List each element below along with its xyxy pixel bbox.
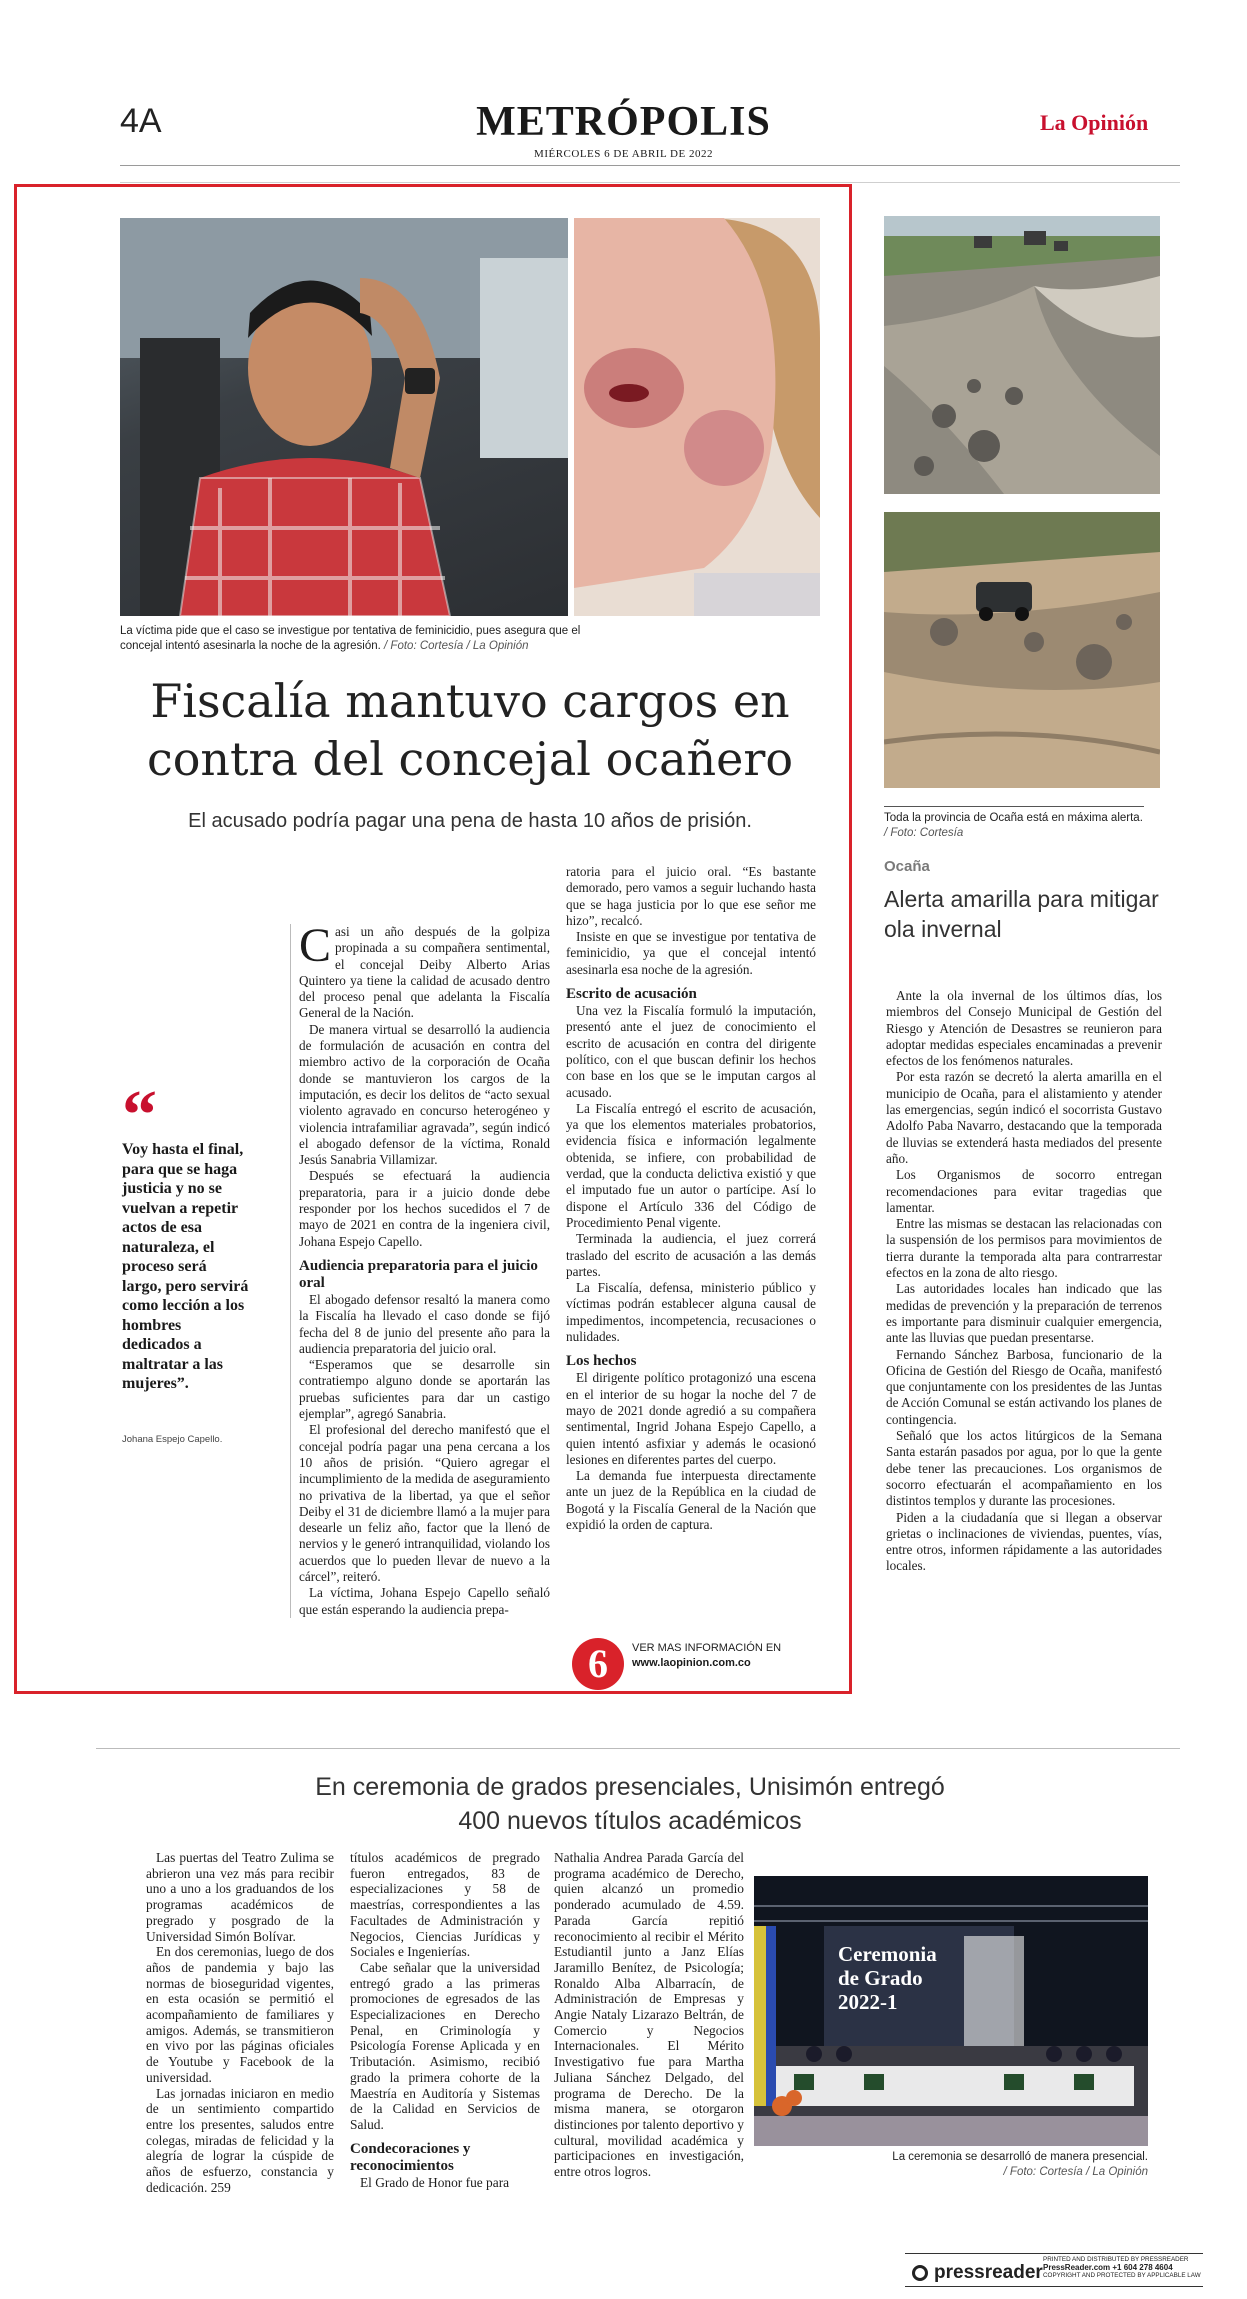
laopinion-6-icon: 6 bbox=[572, 1638, 624, 1690]
photo-graduation bbox=[754, 1876, 1148, 2146]
paragraph: El profesional del derecho manifestó que el concejal podría pagar una pena cercana a los 10 años de prisión. “Quiero agregar el incumplimiento de la medida de aseguramiento no privativa de la libertad, ya que el señor Deiby el 31 de diciembre llamó a la mujer para desearle un feliz año, factor que la llenó de nervios y le generó intranquilidad, violando los acuerdos que lo pueden llevar de nuevo a la cárcel”, reiteró. bbox=[299, 1422, 550, 1584]
bottom-story-rule bbox=[96, 1748, 1180, 1749]
side-photo-caption bbox=[884, 806, 1144, 841]
photo-accused-illustration bbox=[120, 218, 568, 616]
side-story-column bbox=[886, 988, 1162, 1575]
paragraph: El dirigente político protagonizó una escena en el interior de su hogar la noche del 7 de mayo de 2021 donde agredió a su compañera sentimental, Ingrid Johana Espejo Capello, a quien intentó asfixiar y además le ocasionó lesiones en diferentes partes del cuerpo. bbox=[566, 1370, 816, 1467]
brand-logo: La Opinión bbox=[1040, 110, 1149, 135]
main-headline: Fiscalía mantuvo cargos en contra del concejal ocañero bbox=[146, 674, 794, 786]
paragraph: Nathalia Andrea Parada García del programa académico de Derecho, quien alcanzó un promedio ponderado acumulado de 4.59. Parada García repitió reconocimiento al recibir el Mérito Estudiantil junto a Janz Elías Jaramillo Benítez, de Psicología; Ronaldo Alba Albarracín, de Administración de Empresas y Angie Nataly Lizarazo Beltrán, de Comercio y Negocios Internacionales. El Mérito Investigativo fue para Martha Juliana Sánchez Delgado, del programa de Derecho. De la misma manera, se otorgaron distinciones por talento deportivo y cultural, movilidad académica y participaciones en investigación, entre otros logros. bbox=[554, 1850, 744, 2180]
subheading: Condecoraciones y reconocimientos bbox=[350, 2140, 471, 2174]
side-kicker: Ocaña bbox=[884, 858, 930, 875]
masthead-rule-lower bbox=[120, 182, 1180, 183]
paragraph: Entre las mismas se destacan las relacionadas con la suspensión de los permisos para movimientos de tierra durante la temporada alta para contrarrestar efectos en la zona de alto riesgo. bbox=[886, 1216, 1162, 1281]
bottom-photo-credit: / Foto: Cortesía / La Opinión bbox=[1003, 2166, 1148, 2178]
quote-mark-icon: “ bbox=[122, 1077, 157, 1154]
pressreader-logo: pressreader bbox=[934, 2262, 1043, 2283]
page-number: 4A bbox=[120, 102, 162, 140]
paragraph: Insiste en que se investigue por tentativa de feminicidio, ya que el concejal intentó asesinarla esa noche de la agresión. bbox=[566, 929, 816, 977]
paragraph: Terminada la audiencia, el juez correrá traslado del escrito de acusación a las demás partes. bbox=[566, 1231, 816, 1279]
main-photo-caption bbox=[120, 624, 620, 654]
subheading: Escrito de acusación bbox=[566, 986, 697, 1003]
paragraph: Señaló que los actos litúrgicos de la Semana Santa estarán pasados por agua, por lo que la gente debe tener las precauciones. Los organismos de socorro efectuarán el acompañamiento en los distintos templos y durante las procesiones. bbox=[886, 1428, 1162, 1509]
paragraph: Las jornadas iniciaron en medio de un sentimiento compartido entre los presentes, saludos entre colegas, miradas de felicidad y la alegría de lograr la cúspide de años de esfuerzo, constancia y dedicación. 259 bbox=[146, 2085, 334, 2195]
side-photo-caption-text: Toda la provincia de Ocaña está en máxima alerta. bbox=[884, 812, 1143, 824]
bottom-story-column-2 bbox=[350, 1850, 540, 2190]
paragraph: La Fiscalía entregó el escrito de acusación, ya que los elementos materiales probatorios, evidencia física e información legalmente obtenida, se infiere, con probabilidad de verdad, que la conducta delictiva existió y que el imputado fue un autor o partícipe. Así lo dispone el Artículo 336 del Código de Procedimiento Penal vigente. bbox=[566, 1100, 816, 1230]
photo-accused bbox=[120, 218, 568, 616]
paragraph: ratoria para el juicio oral. “Es bastante demorado, pero vamos a seguir luchando hasta que se haga justicia por lo que ese señor me hizo”, recalcó. bbox=[566, 864, 816, 928]
paragraph: Las puertas del Teatro Zulima se abrieron una vez más para recibir uno a uno a los graduandos de los programas académicos de pregrado y posgrado de la Universidad Simón Bolívar. bbox=[146, 1850, 334, 1944]
paragraph: El abogado defensor resaltó la manera como la Fiscalía ha llevado el caso donde se fijó fecha del 8 de junio del presente año para la audiencia preparatoria del juicio oral. bbox=[299, 1291, 550, 1356]
paragraph: De manera virtual se desarrolló la audiencia de formulación de acusación en contra del miembro activo de la corporación de Ocaña donde se mantuvieron los cargos de la imputación, es decir los delitos de “acto sexual violento agravado en concurso heterogéneo y violencia intrafamiliar agravada”, según indicó el abogado defensor de la víctima, Ronald Jesús Sanabria Villamizar. bbox=[299, 1021, 550, 1168]
photo-road-collapse bbox=[884, 216, 1160, 494]
photo-graduation-illustration bbox=[754, 1876, 1148, 2146]
paragraph: asi un año después de la golpiza propinada a su compañera sentimental, el concejal Deiby Alberto Arias Quintero ya tiene la calidad de acusado dentro del proceso penal que adelanta la Fiscalía General de la Nación. bbox=[299, 924, 550, 1021]
photo-road-collapse-illustration bbox=[884, 216, 1160, 494]
paragraph: Las autoridades locales han indicado que las medidas de prevención y la preparación de terrenos es importante para disminuir cualquier emergencia, ante las lluvias que puedan presentarse. bbox=[886, 1281, 1162, 1346]
bottom-story-column-1 bbox=[146, 1850, 334, 2195]
bottom-headline: En ceremonia de grados presenciales, Unisimón entregó 400 nuevos títulos académicos bbox=[315, 1773, 945, 1835]
paragraph: Ante la ola invernal de los últimos días, los miembros del Consejo Municipal de Gestión del Riesgo y Atención de Desastres se reunieron para adoptar medidas especiales encaminadas a prevenir efectos de los fenómenos naturales. bbox=[886, 988, 1162, 1069]
photo-victim-illustration bbox=[574, 218, 820, 616]
paragraph: “Esperamos que se desarrolle sin contratiempo alguno donde se aportarán las pruebas suficientes para dar un castigo ejemplar”, agregó Sanabria. bbox=[299, 1357, 550, 1422]
pressreader-fine-print bbox=[1043, 2256, 1205, 2280]
paragraph: títulos académicos de pregrado fueron entregados, 83 de especializaciones y 58 de maestrías, correspondientes a las Facultades de Administración y Negocios, Ciencias Jurídicas y Sociales e Ingenierías. bbox=[350, 1850, 540, 1960]
subheading: Audiencia preparatoria para el juicio oral bbox=[299, 1257, 538, 1291]
graduation-screen-text: Ceremonia de Grado 2022-1 bbox=[838, 1942, 937, 2014]
bottom-photo-caption-text: La ceremonia se desarrolló de manera presencial. bbox=[892, 2151, 1148, 2163]
paragraph: Una vez la Fiscalía formuló la imputación, presentó ante el juez de conocimiento el escrito de acusación en contra del dirigente político, con el que buscan definir los hechos con base en los que se le imputan cargos al acusado. bbox=[566, 1003, 816, 1100]
main-story-column-2 bbox=[566, 864, 816, 1533]
paragraph: Después se efectuará la audiencia preparatoria, para ir a juicio donde debe responder por los hechos sucedidos el 7 de mayo de 2021 en contra de la ingeniera civil, Johana Espejo Capello. bbox=[299, 1168, 550, 1249]
paragraph: Por esta razón se decretó la alerta amarilla en el municipio de Ocaña, para el alistamiento y atender las emergencias, según indicó el socorrista Gustavo Adolfo Paba Navarro, destacando que la temporada de lluvias se extenderá hasta mediados del presente año. bbox=[886, 1069, 1162, 1166]
subheading: Los hechos bbox=[566, 1353, 637, 1370]
paragraph: En dos ceremonias, luego de dos años de pandemia y bajo las normas de bioseguridad vigentes, en esta ocasión se permitió el acompañamiento de familiares y amigos. Además, se transmitieron en vivo por las páginas oficiales de Youtube y Facebook de la universidad. bbox=[146, 1944, 334, 2085]
fine-print-line: PressReader.com +1 604 278 4604 bbox=[1043, 2263, 1173, 2272]
side-photo-credit: / Foto: Cortesía bbox=[884, 827, 964, 839]
main-photo-caption-text: La víctima pide que el caso se investigue por tentativa de feminicidio, pues asegura que el concejal intentó asesinarla la noche de la agresión. bbox=[120, 625, 581, 652]
more-info-label: VER MAS INFORMACIÓN EN bbox=[632, 1642, 782, 1654]
pull-quote: Voy hasta el final, para que se haga justicia y no se vuelvan a repetir actos de esa naturaleza, el proceso será largo, pero servirá como lección a los hombres dedicados a maltratar a las mujeres”. bbox=[122, 1141, 249, 1392]
photo-flooded-road bbox=[884, 512, 1160, 788]
bottom-photo-caption bbox=[754, 2150, 1148, 2180]
pressreader-icon bbox=[912, 2265, 928, 2281]
more-info-link[interactable]: www.laopinion.com.co bbox=[632, 1657, 751, 1669]
photo-victim bbox=[574, 218, 820, 616]
side-headline: Alerta amarilla para mitigar ola invernal bbox=[884, 886, 1159, 942]
paragraph: La víctima, Johana Espejo Capello señaló que están esperando la audiencia prepa- bbox=[299, 1585, 550, 1617]
section-title: METRÓPOLIS bbox=[476, 99, 771, 145]
paragraph: Cabe señalar que la universidad entregó grado a las primeras promociones de egresados de las Especializaciones en Derecho Penal, en Criminología y Psicología Forense Aplicada y en Tributación. Asimismo, recibió grado la primera cohorte de la Maestría en Auditoría y Sistemas de la Calidad en Servicios de Salud. bbox=[350, 1959, 540, 2132]
publication-date: MIÉRCOLES 6 DE ABRIL DE 2022 bbox=[534, 148, 713, 160]
paragraph: Los Organismos de socorro entregan recomendaciones para evitar tragedias que lamentar. bbox=[886, 1167, 1162, 1215]
masthead-rule bbox=[120, 165, 1180, 166]
paragraph: Piden a la ciudadanía que si llegan a observar grietas o inclinaciones de viviendas, puentes, vías, entre otros, informen rápidamente a las autoridades locales. bbox=[886, 1509, 1162, 1574]
fine-print-line: COPYRIGHT AND PROTECTED BY APPLICABLE LAW bbox=[1043, 2272, 1201, 2279]
paragraph: El Grado de Honor fue para bbox=[360, 2174, 510, 2190]
bottom-story-column-3 bbox=[554, 1850, 744, 2180]
pull-quote-author: Johana Espejo Capello. bbox=[122, 1434, 223, 1445]
fine-print-line: PRINTED AND DISTRIBUTED BY PRESSREADER bbox=[1043, 2256, 1189, 2263]
dropcap: C bbox=[299, 919, 332, 972]
photo-flooded-road-illustration bbox=[884, 512, 1160, 788]
main-subheadline: El acusado podría pagar una pena de hasta 10 años de prisión. bbox=[188, 810, 752, 832]
main-story-column-1 bbox=[290, 919, 550, 1618]
paragraph: La demanda fue interpuesta directamente ante un juez de la República en la ciudad de Bogotá y la Fiscalía General de la Nación que expidió la orden de captura. bbox=[566, 1468, 816, 1532]
paragraph: La Fiscalía, defensa, ministerio público y víctimas podrán establecer alguna causal de impedimentos, incompetencia, recusaciones o nulidades. bbox=[566, 1280, 816, 1345]
main-photo-credit: / Foto: Cortesía / La Opinión bbox=[384, 640, 529, 652]
paragraph: Fernando Sánchez Barbosa, funcionario de la Oficina de Gestión del Riesgo de Ocaña, manifestó que conjuntamente con los presidentes de las Juntas de Acción Comunal se están activando los planes de contingencia. bbox=[886, 1346, 1162, 1427]
